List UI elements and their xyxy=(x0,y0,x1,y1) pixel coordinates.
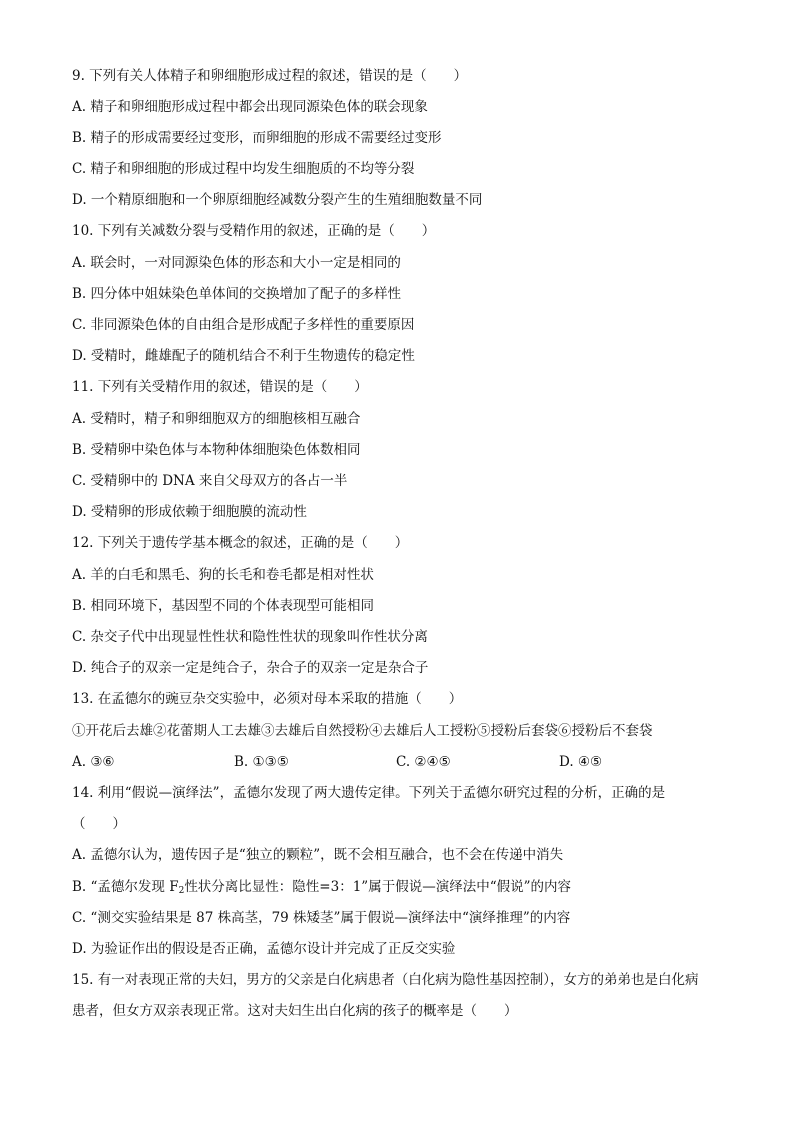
question-14-option-b-prefix: B. “孟德尔发现 F xyxy=(72,879,179,895)
question-13-measures: ①开花后去雄②花蕾期人工去雄③去雄后自然授粉④去雄后人工授粉⑤授粉后套袋⑥授粉后不套袋 xyxy=(72,723,653,739)
question-10-option-d: D. 受精时，雌雄配子的随机结合不利于生物遗传的稳定性 xyxy=(72,348,415,364)
question-10-option-c: C. 非同源染色体的自由组合是形成配子多样性的重要原因 xyxy=(72,317,415,333)
question-12-option-b: B. 相同环境下，基因型不同的个体表现型可能相同 xyxy=(72,598,375,614)
question-12-stem: 12. 下列关于遗传学基本概念的叙述，正确的是（ ） xyxy=(72,535,409,551)
question-15-stem: 15. 有一对表现正常的夫妇，男方的父亲是白化病患者（白化病为隐性基因控制），女方的弟弟也是白化病 xyxy=(72,972,699,988)
question-9-stem: 9. 下列有关人体精子和卵细胞形成过程的叙述，错误的是（ ） xyxy=(72,68,468,84)
question-14-option-b-suffix: 性状分离比显性：隐性=3：1”属于假说—演绎法中“假说”的内容 xyxy=(184,879,572,895)
question-10-option-a: A. 联会时，一对同源染色体的形态和大小一定是相同的 xyxy=(72,255,401,271)
question-11-option-b: B. 受精卵中染色体与本物种体细胞染色体数相同 xyxy=(72,442,361,458)
question-13-option-a: A. ③⑥ xyxy=(72,754,115,770)
subscript-2: 2 xyxy=(178,886,185,896)
question-9-option-d: D. 一个精原细胞和一个卵原细胞经减数分裂产生的生殖细胞数量不同 xyxy=(72,192,483,208)
question-10-option-b: B. 四分体中姐妹染色单体间的交换增加了配子的多样性 xyxy=(72,286,402,302)
question-12-option-a: A. 羊的白毛和黑毛、狗的长毛和卷毛都是相对性状 xyxy=(72,567,374,583)
question-13-option-b: B. ①③⑤ xyxy=(234,754,289,770)
question-13-option-d: D. ④⑤ xyxy=(559,754,603,770)
question-12-option-d: D. 纯合子的双亲一定是纯合子，杂合子的双亲一定是杂合子 xyxy=(72,660,429,676)
question-14-stem: 14. 利用“假说—演绎法”，孟德尔发现了两大遗传定律。下列关于孟德尔研究过程的分析，正确的是 xyxy=(72,785,666,801)
question-15-stem-continuation: 患者，但女方双亲表现正常。这对夫妇生出白化病的孩子的概率是（ ） xyxy=(72,1003,518,1019)
question-11-option-c: C. 受精卵中的 DNA 来自父母双方的各占一半 xyxy=(72,473,348,489)
question-14-stem-continuation: （ ） xyxy=(72,816,126,832)
question-9-option-c: C. 精子和卵细胞的形成过程中均发生细胞质的不均等分裂 xyxy=(72,161,415,177)
question-14-option-b xyxy=(72,877,571,901)
question-14-option-a: A. 孟德尔认为，遗传因子是“独立的颗粒”，既不会相互融合，也不会在传递中消失 xyxy=(72,847,564,863)
question-10-stem: 10. 下列有关减数分裂与受精作用的叙述，正确的是（ ） xyxy=(72,223,436,239)
question-14-option-c: C. “测交实验结果是 87 株高茎，79 株矮茎”属于假说—演绎法中“演绎推理”的内容 xyxy=(72,910,571,926)
question-11-stem: 11. 下列有关受精作用的叙述，错误的是（ ） xyxy=(72,379,368,395)
question-11-option-a: A. 受精时，精子和卵细胞双方的细胞核相互融合 xyxy=(72,411,361,427)
question-11-option-d: D. 受精卵的形成依赖于细胞膜的流动性 xyxy=(72,504,307,520)
question-12-option-c: C. 杂交子代中出现显性性状和隐性性状的现象叫作性状分离 xyxy=(72,629,428,645)
question-14-option-d: D. 为验证作出的假设是否正确，孟德尔设计并完成了正反交实验 xyxy=(72,941,456,957)
question-13-option-c: C. ②④⑤ xyxy=(396,754,451,770)
question-13-stem: 13. 在孟德尔的豌豆杂交实验中，必须对母本采取的措施（ ） xyxy=(72,691,463,707)
question-9-option-a: A. 精子和卵细胞形成过程中都会出现同源染色体的联会现象 xyxy=(72,99,428,115)
question-9-option-b: B. 精子的形成需要经过变形，而卵细胞的形成不需要经过变形 xyxy=(72,130,442,146)
